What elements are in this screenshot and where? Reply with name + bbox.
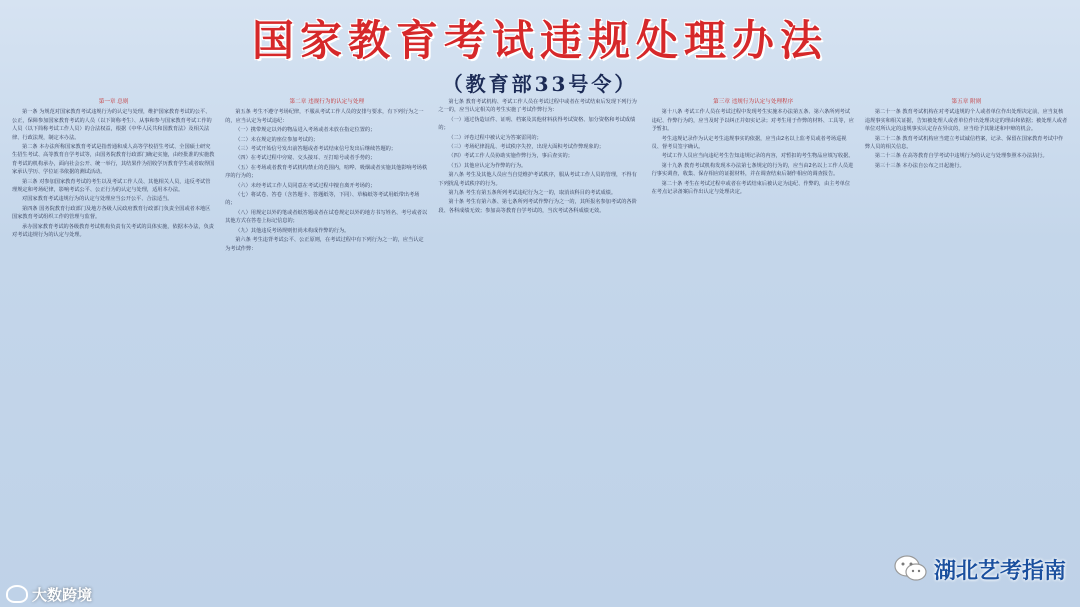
watermark-right bbox=[894, 551, 1066, 587]
paragraph: 第十九条 教育考试机构发现本办法第七条规定的行为的，应当由2名以上工作人员进行事实调查，收集、保存相应的证据材料，并在调查结束后制作相应的调查报告。 bbox=[651, 162, 854, 178]
paragraph: 第二十三条 在高等教育自学考试中违规行为的认定与处理参照本办法执行。 bbox=[874, 153, 1048, 160]
paragraph: 第二十二条 教育考试机构应当建立考试诚信档案，记录、保留在国家教育考试中作弊人员的相关信息。 bbox=[864, 135, 1064, 151]
column-1 bbox=[12, 96, 215, 596]
paragraph: 第二十一条 教育考试机构在对考试违规的个人或者单位作出处理决定前，应当复核违规事实和相关证据，告知被处理人或者单位作出处理决定的理由和依据；被处理人或者单位对所认定的违规事实认定存在异议的，应当给予其陈述和申辩的机会。 bbox=[864, 109, 1068, 133]
paragraph: （三）考场纪律混乱、考试秩序失控，出现大面积考试作弊现象的； bbox=[448, 144, 605, 151]
chapter-heading: 第二章 违规行为的认定与处理 bbox=[289, 99, 365, 105]
paragraph: 第一条 为规范对国家教育考试违规行为的认定与处理，维护国家教育考试的公平、公正，保障参加国家教育考试的人员（以下简称考生）、从事和参与国家教育考试工作的人员（以下简称考试工作人员）的合法权益，根据《中华人民共和国教育法》及相关法律、行政法规，制定本办法。 bbox=[12, 109, 212, 141]
column-5 bbox=[865, 96, 1068, 596]
document-title: 国家教育考试违规处理办法 bbox=[251, 16, 828, 65]
paragraph: （三）考试开始信号发出前答题或者考试结束信号发出后继续答题的； bbox=[235, 146, 397, 153]
paragraph: 第六条 考生违背考试公平、公正原则，在考试过程中有下列行为之一的，应当认定为考试作弊： bbox=[225, 237, 424, 252]
paragraph: 对国家教育考试违规行为的认定与处理应当公开公平、合法适当。 bbox=[22, 196, 173, 203]
paragraph: 第十条 考生有第六条、第七条所列考试作弊行为之一的，其所报名参加考试的各阶段、各科成绩无效；参加高等教育自学考试的，当次考试各科成绩无效。 bbox=[438, 199, 637, 214]
paragraph: 第九条 考生有第五条所列考试违纪行为之一的，取消该科目的考试成绩。 bbox=[448, 190, 617, 197]
chapter-heading: 第一章 总则 bbox=[98, 99, 129, 105]
paragraph: 第五条 考生不遵守考场纪律，不服从考试工作人员的安排与要求，有下列行为之一的，应当认定为考试违纪： bbox=[225, 109, 424, 124]
paragraph: 考生违规记录作为认定考生违规事实的依据，应当由2名以上监考员或者考场巡视员、督考员签字确认。 bbox=[651, 135, 847, 151]
paragraph: （七）将试卷、答卷（含答题卡、答题纸等，下同）、草稿纸等考试用纸带出考场的； bbox=[225, 192, 420, 207]
paragraph: （四）在考试过程中旁窥、交头接耳、互打暗号或者手势的； bbox=[235, 155, 376, 162]
paragraph: 第三条 对参加国家教育考试的考生以及考试工作人员、其他相关人员，违反考试管理规定和考场纪律，影响考试公平、公正行为的认定与处理，适用本办法。 bbox=[12, 178, 211, 194]
wechat-icon bbox=[894, 554, 928, 584]
paragraph: （一）通过伪造证件、证明、档案及其他材料获得考试资格、加分资格和考试成绩的； bbox=[438, 116, 636, 132]
chapter-heading: 第五章 附则 bbox=[951, 99, 982, 105]
paragraph: （一）携带规定以外的物品进入考场或者未放在指定位置的； bbox=[235, 127, 376, 134]
paragraph: （二）未在规定的座位参加考试的； bbox=[235, 136, 319, 143]
paragraph: 考试工作人员应当向违纪考生告知违规记录的内容，对暂扣的考生物品应填写收据。 bbox=[661, 153, 854, 160]
paragraph: （四）考试工作人员协助实施作弊行为，事后查实的； bbox=[448, 153, 573, 160]
paragraph: 第四条 国务院教育行政部门及地方各级人民政府教育行政部门负责全国或者本地区国家教育考试组织工作的管理与监督。 bbox=[12, 205, 211, 221]
watermark-left-text: 大数跨境 bbox=[32, 585, 93, 604]
paragraph: 承办国家教育考试的各级教育考试机构负责有关考试的具体实施，依据本办法，负责对考试违规行为的认定与处理。 bbox=[12, 223, 214, 239]
brand-logo-icon bbox=[6, 585, 28, 603]
paragraph: （二）评卷过程中被认定为答案雷同的； bbox=[448, 134, 542, 141]
watermark-left bbox=[6, 583, 92, 605]
paragraph: 第三十三条 本办法自公布之日起施行。 bbox=[874, 162, 965, 169]
chapter-heading: 第三章 违规行为认定与处理程序 bbox=[713, 99, 794, 105]
paragraph: （六）未经考试工作人员同意在考试过程中擅自离开考场的； bbox=[235, 182, 376, 189]
column-4 bbox=[652, 96, 855, 596]
paragraph: （八）用规定以外的笔或者纸答题或者在试卷规定以外的地方书写姓名、考号或者以其他方式在答卷上标记信息的； bbox=[225, 209, 428, 225]
paragraph: （五）其他应认定为作弊的行为。 bbox=[448, 162, 527, 169]
document-subtitle: （教育部33号令） bbox=[442, 72, 638, 96]
paragraph: 第八条 考生及其他人员应当自觉维护考试秩序，服从考试工作人员的管理，不得有下列扰乱考试秩序的行为。 bbox=[438, 172, 637, 187]
paragraph: （九）其他违反考场规则但尚未构成作弊的行为。 bbox=[235, 227, 350, 234]
paragraph: 第十八条 考试工作人员在考试过程中发现考生实施本办法第五条、第六条所列考试违纪、作弊行为的，应当及时予以纠正并如实记录；对考生用于作弊的材料、工具等，应予暂扣。 bbox=[651, 109, 854, 133]
paragraph: （五）在考场或者教育考试机构禁止的范围内，喧哗、吸烟或者实施其他影响考场秩序的行为的； bbox=[225, 164, 428, 180]
paragraph: 第七条 教育考试机构、考试工作人员在考试过程中或者在考试结束后发现下列行为之一的，应当认定相关的考生实施了考试作弊行为： bbox=[438, 99, 637, 114]
column-2 bbox=[225, 96, 428, 596]
paragraph: 第二条 本办法所称国家教育考试是指普通和成人高等学校招生考试、全国硕士研究生招生考试、高等教育自学考试等，由国务院教育行政部门确定实施，由经批准的实施教育考试的机构承办，面向社会公开、统一举行，其结果作为招收学历教育学生或者取得国家承认学历、学位证书依据的测试活动。 bbox=[12, 144, 215, 176]
text-columns bbox=[12, 96, 1068, 596]
watermark-right-text: 湖北艺考指南 bbox=[933, 558, 1066, 584]
paragraph: 第二十条 考生在考试过程中或者在考试结束后被认定为违纪、作弊的，由主考单位在考点记录备案后作出认定与处理决定。 bbox=[651, 180, 851, 196]
column-3 bbox=[438, 96, 641, 596]
